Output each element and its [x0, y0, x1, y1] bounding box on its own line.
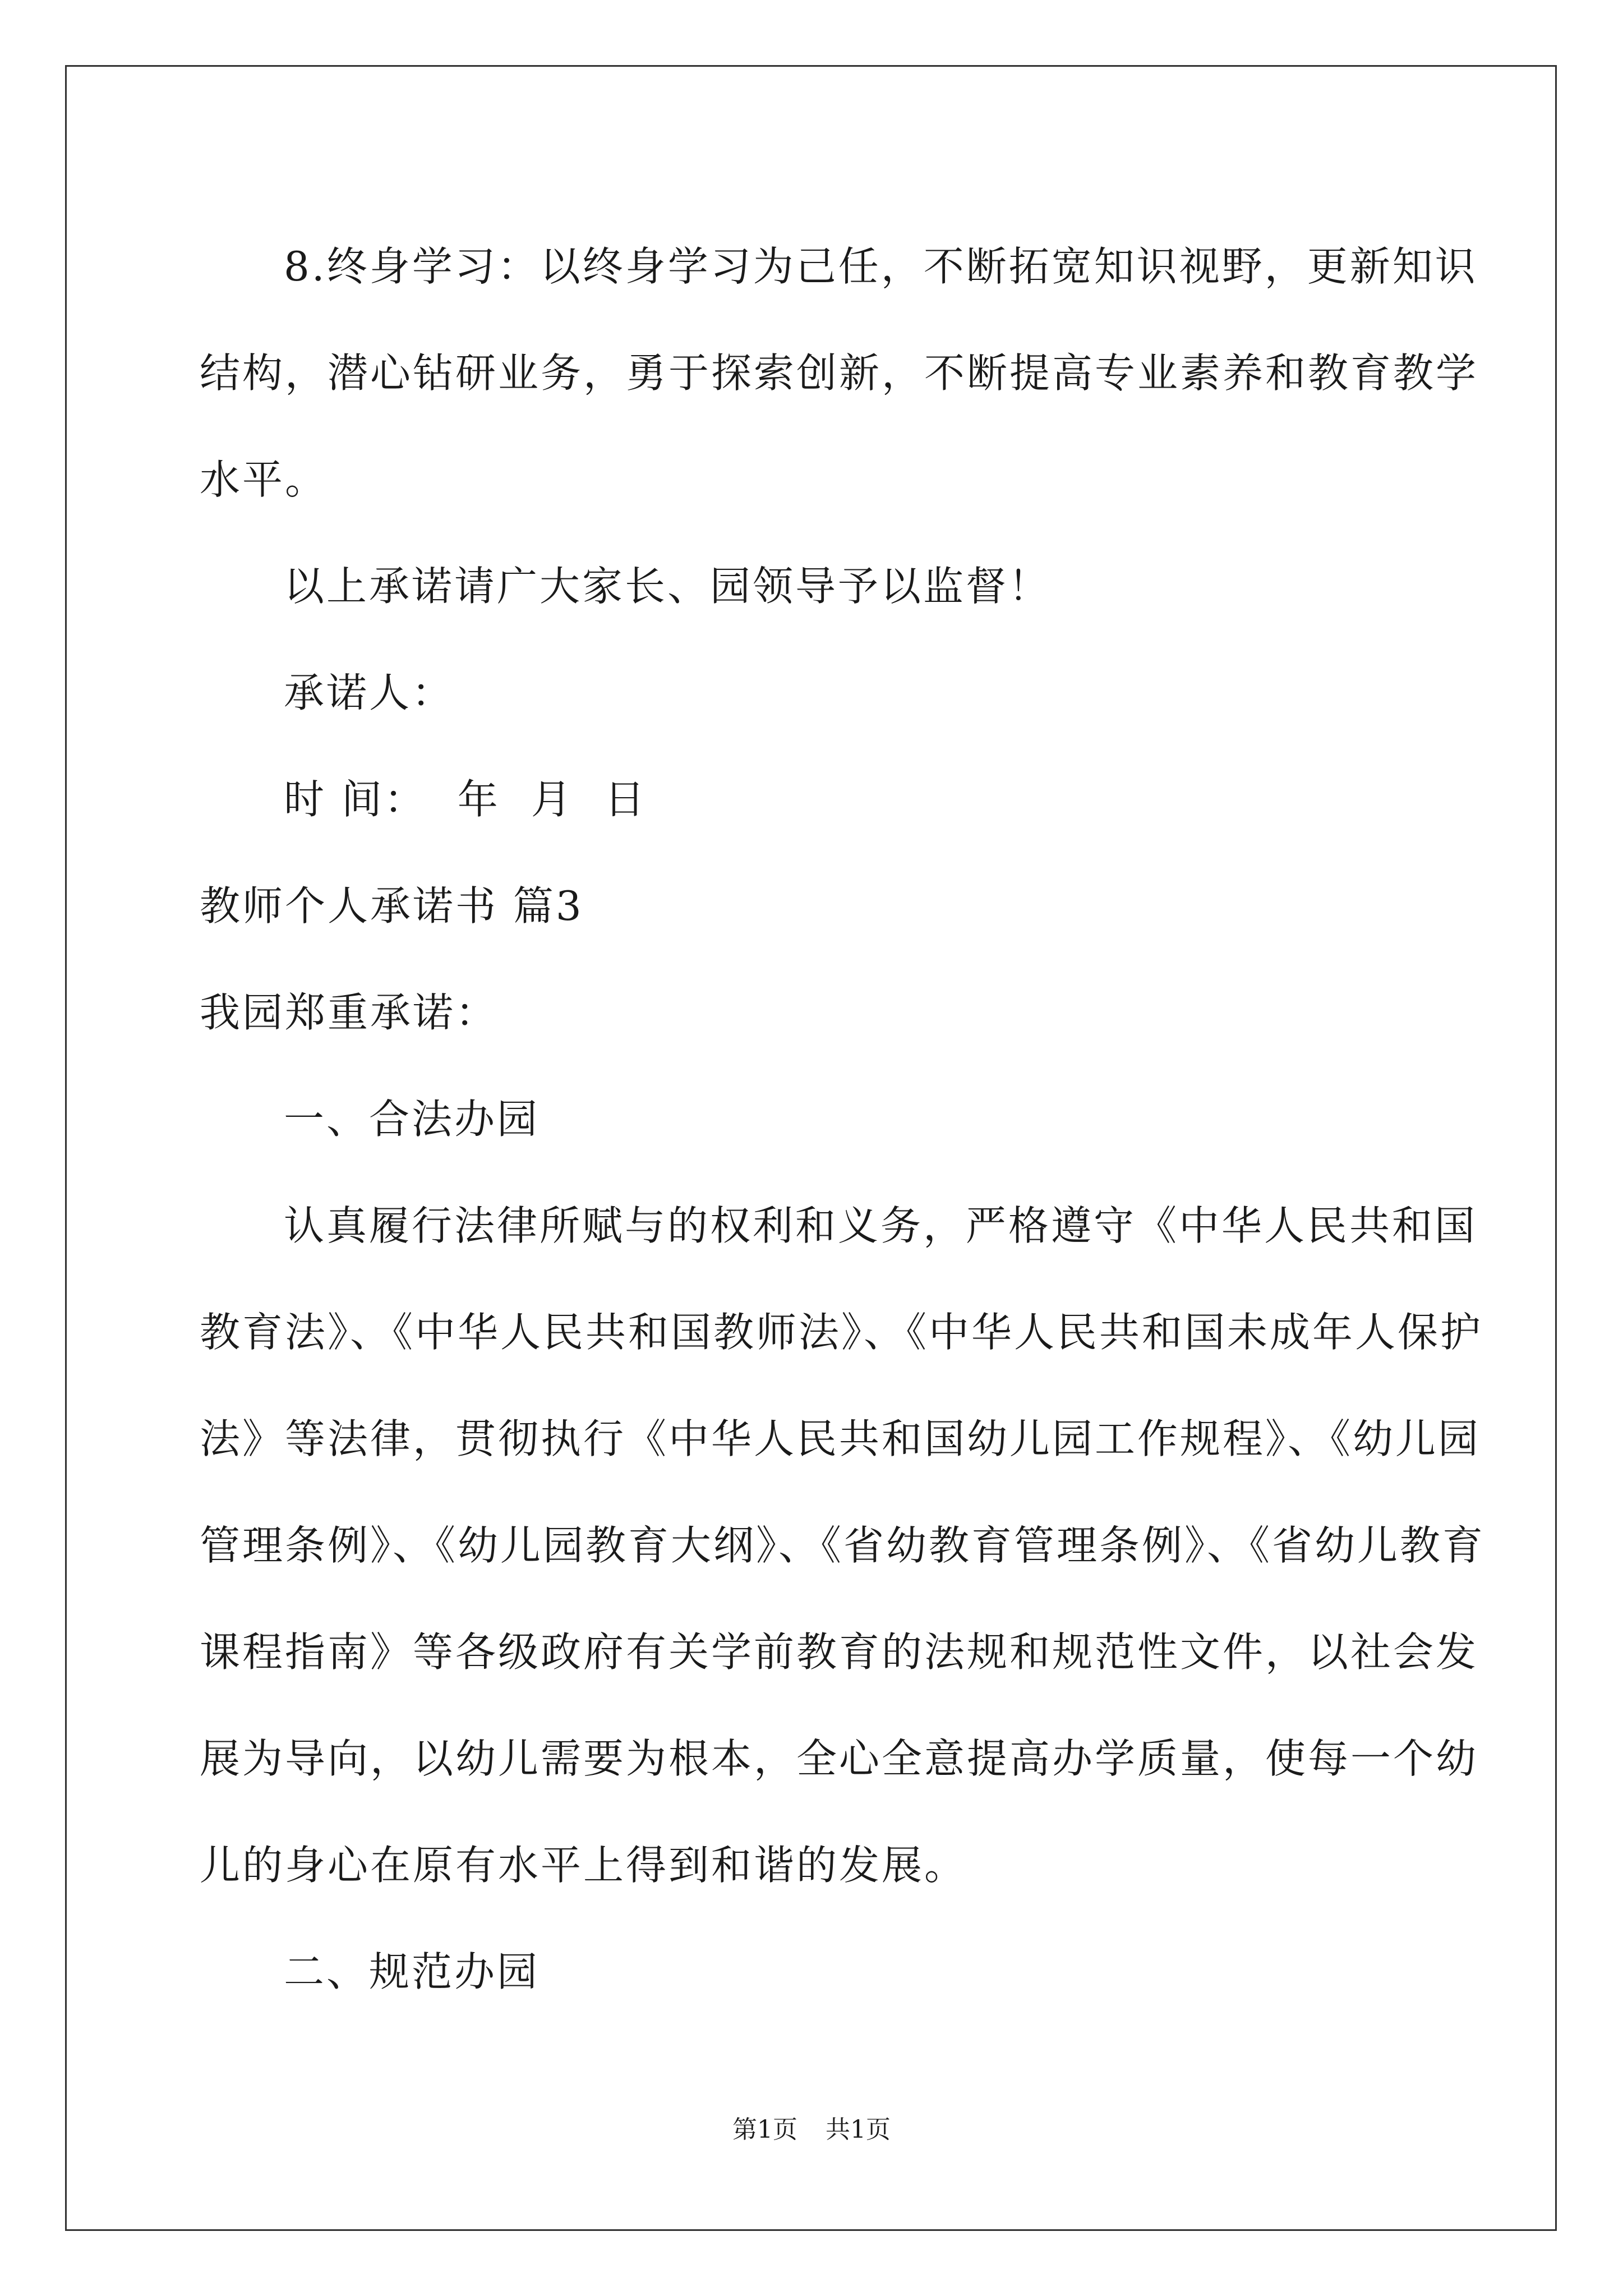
paragraph-line: 结构，潜心钻研业务，勇于探索创新，不断提高专业素养和教育教学 [200, 349, 1479, 397]
page-total: 共1页 [826, 2115, 891, 2144]
paragraph-line: 儿的身心在原有水平上得到和谐的发展。 [200, 1842, 967, 1889]
heading-standard: 二、规范办园 [284, 1948, 540, 1995]
section-title: 教师个人承诺书 篇3 [200, 882, 584, 930]
paragraph-line: 展为导向，以幼儿需要为根本，全心全意提高办学质量，使每一个幼 [200, 1735, 1479, 1782]
paragraph-line: 管理条例》、《幼儿园教育大纲》、《省幼教育管理条例》、《省幼儿教育 [200, 1522, 1486, 1569]
page-number: 第1页 [732, 2115, 797, 2144]
promiser-line: 承诺人： [284, 669, 455, 716]
document-body [200, 213, 1486, 2025]
date-year: 年 [457, 776, 500, 823]
heading-legal: 一、合法办园 [284, 1096, 540, 1143]
date-day: 日 [604, 776, 647, 823]
page-footer [0, 2109, 1623, 2145]
date-line [200, 746, 1428, 853]
paragraph-line: 教育法》、《中华人民共和国教师法》、《中华人民共和国未成年人保护 [200, 1309, 1483, 1356]
paragraph-line: 8.终身学习：以终身学习为己任，不断拓宽知识视野，更新知识 [284, 243, 1478, 290]
supervision-line: 以上承诺请广大家长、园领导予以监督！ [284, 563, 1052, 610]
paragraph-line: 课程指南》等各级政府有关学前教育的法规和规范性文件，以社会发 [200, 1628, 1479, 1676]
paragraph-line: 我园郑重承诺： [200, 989, 499, 1036]
paragraph-line: 水平。 [200, 456, 328, 503]
date-label: 时 间： [284, 776, 427, 823]
paragraph-line: 法》等法律，贯彻执行《中华人民共和国幼儿园工作规程》、《幼儿园 [200, 1415, 1481, 1462]
paragraph-line: 认真履行法律所赋与的权利和义务，严格遵守《中华人民共和国 [284, 1202, 1478, 1249]
date-month: 月 [531, 776, 574, 823]
